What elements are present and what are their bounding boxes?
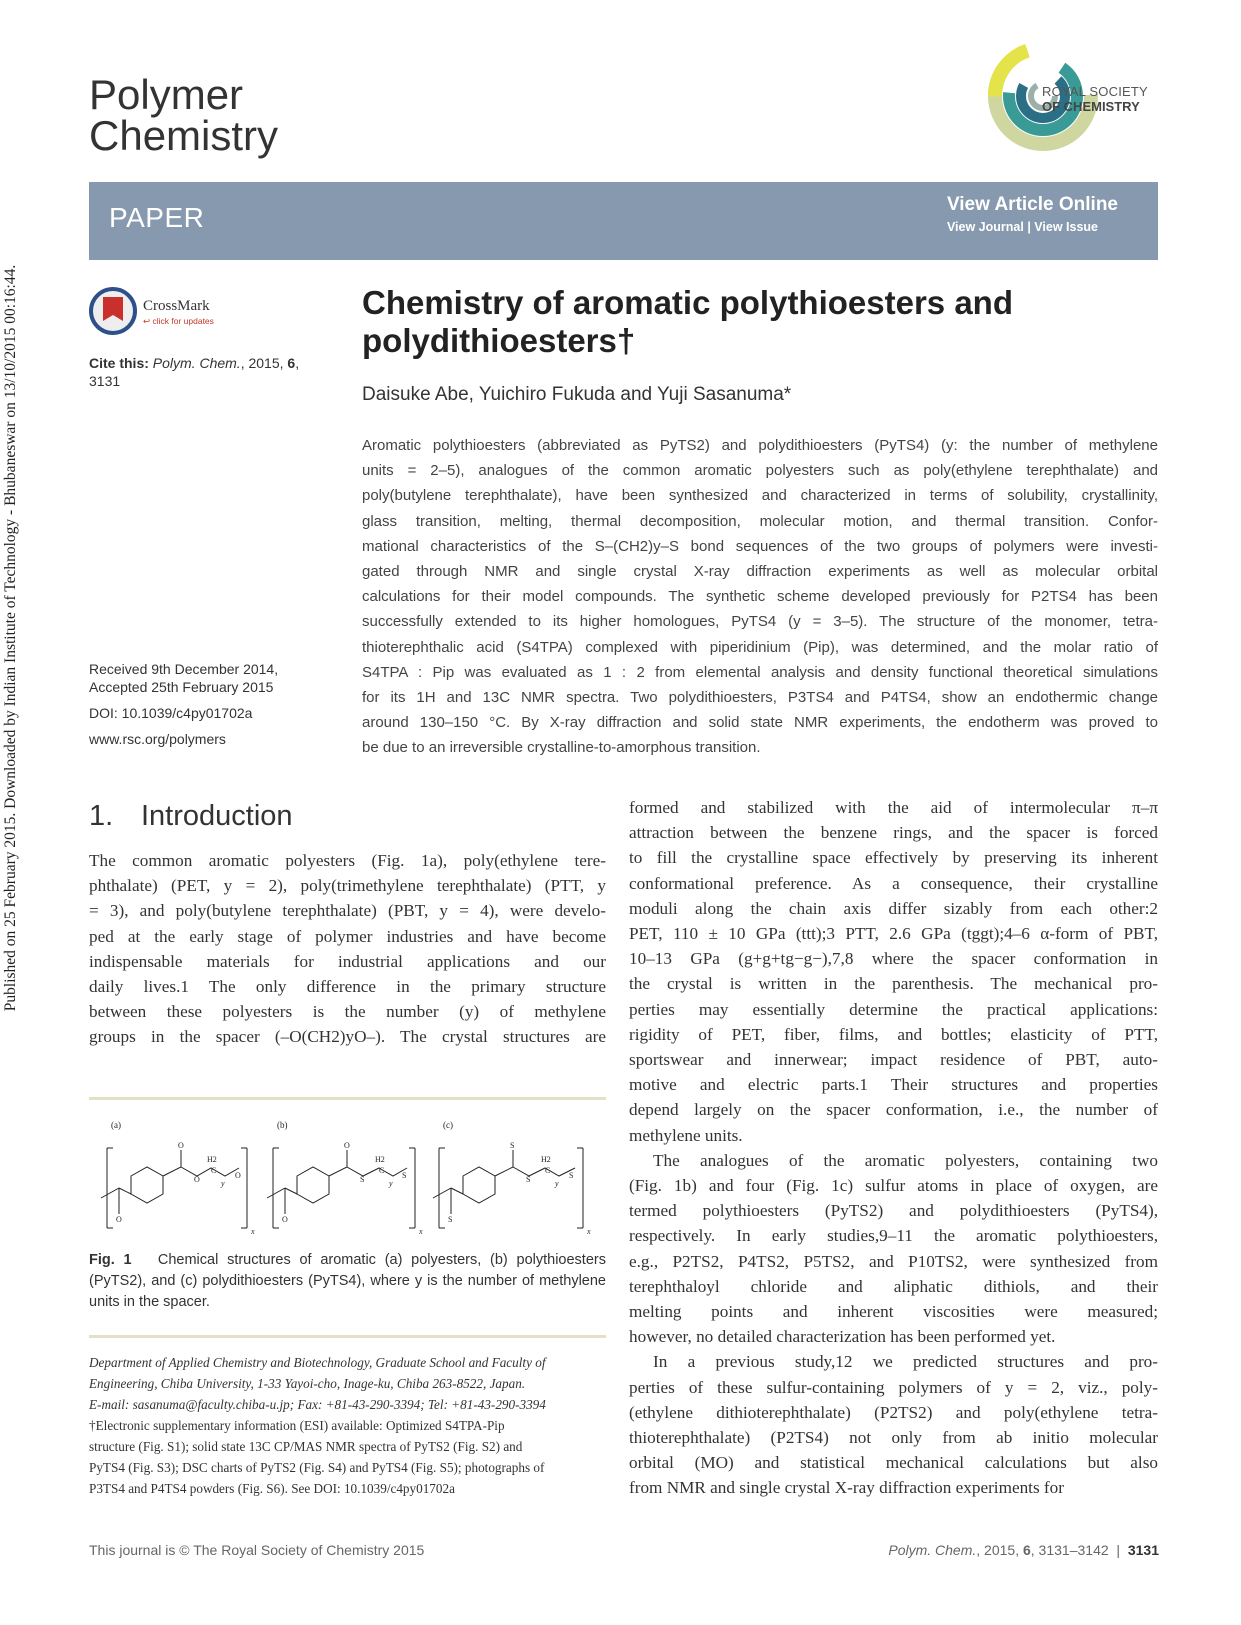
journal-url[interactable]: www.rsc.org/polymers xyxy=(89,731,226,747)
subscript-y-a: y xyxy=(221,1179,225,1188)
esi-line: P3TS4 and P4TS4 powders (Fig. S6). See DOI: 10.1039/c4py01702a xyxy=(89,1481,455,1496)
abstract-line: around 130–150 °C. By X-ray diffraction and solid state NMR experiments, the endotherm was proved to xyxy=(362,714,1158,732)
abstract-line: Aromatic polythioesters (abbreviated as PyTS2) and polydithioesters (PyTS4) (y: the number of methylene xyxy=(362,437,1158,454)
crossmark-sublabel: ↩ click for updates xyxy=(143,316,214,326)
figure-1 xyxy=(89,1110,606,1238)
panel-label-c: (c) xyxy=(443,1120,453,1130)
footer-separator: | xyxy=(1116,1542,1121,1558)
body-line: e.g., P2TS2, P4TS2, P5TS2, and P10TS2, were synthesized from xyxy=(629,1251,1158,1271)
abstract xyxy=(362,433,1158,761)
atom-o-b2: O xyxy=(282,1215,288,1224)
abstract-line: successfully extended to its higher homologues, PyTS4 (y = 3–5). The structure of the monomer, tetra- xyxy=(362,613,1158,631)
section-number: 1. xyxy=(89,800,114,832)
subscript-x-b: x xyxy=(419,1227,423,1236)
body-line: formed and stabilized with the aid of intermolecular π–π xyxy=(629,798,1158,817)
abstract-line: be due to an irreversible crystalline-to-amorphous transition. xyxy=(362,739,761,757)
article-dates xyxy=(89,660,278,748)
body-line: perties may essentially determine the practical applications: xyxy=(629,999,1158,1019)
esi-line: structure (Fig. S1); solid state 13C CP/MAS NMR spectra of PyTS2 (Fig. S2) and xyxy=(89,1439,523,1454)
page-number: 3131 xyxy=(1127,1542,1159,1558)
view-journal-link[interactable]: View Journal xyxy=(946,220,1024,234)
article-type-label: PAPER xyxy=(109,202,205,233)
abstract-line: glass transition, melting, thermal decomposition, molecular motion, and thermal transition. Confor- xyxy=(362,512,1158,530)
crossmark-sublabel-text: click for updates xyxy=(152,316,214,326)
article-title-line2: polydithioesters† xyxy=(362,322,636,359)
section-heading xyxy=(89,800,293,833)
footer-copyright: This journal is © The Royal Society of Chemistry 2015 xyxy=(89,1542,425,1558)
citation xyxy=(89,354,319,390)
body-line: 10–13 GPa (g+g+tg−g−),7,8 where the spacer conformation in xyxy=(629,949,1158,969)
cite-volume: 6 xyxy=(287,355,296,371)
subscript-x-a: x xyxy=(251,1227,255,1236)
esi-line: PyTS4 (Fig. S3); DSC charts of PyTS2 (Fig. S4) and PyTS4 (Fig. S5); photographs of xyxy=(89,1460,545,1475)
body-line: sportswear and innerwear; impact residence of PBT, auto- xyxy=(629,1050,1158,1070)
body-line: from NMR and single crystal X-ray diffraction experiments for xyxy=(629,1478,1064,1498)
link-separator: | xyxy=(1027,220,1031,234)
figure-bottom-rule xyxy=(89,1335,606,1338)
body-line: (Fig. 1b) and four (Fig. 1c) sulfur atoms in place of oxygen, are xyxy=(629,1176,1158,1196)
figure-caption-label: Fig. 1 xyxy=(89,1252,132,1268)
chemical-structures-diagram xyxy=(89,1110,606,1238)
body-line: daily lives.1 The only difference in the primary structure xyxy=(89,977,606,997)
rsc-logo-line2: OF CHEMISTRY xyxy=(1042,99,1140,114)
abstract-line: poly(butylene terephthalate), have been synthesized and characterized in terms of solubility, crystallinity, xyxy=(362,487,1158,505)
cite-year: , 2015, xyxy=(240,355,288,371)
rsc-logo[interactable] xyxy=(988,40,1163,152)
body-line: PET, 110 ± 10 GPa (ttt);3 PTT, 2.6 GPa (tggt);4–6 α-form of PBT, xyxy=(629,924,1158,944)
body-line: moduli along the chain axis differ sizably from each other:2 xyxy=(629,898,1158,918)
body-line: however, no detailed characterization has been performed yet. xyxy=(629,1327,1056,1347)
atom-s-c3: S xyxy=(526,1175,531,1184)
body-line: between these polyesters is the number (y) of methylene xyxy=(89,1002,606,1022)
rsc-logo-line1: ROYAL SOCIETY xyxy=(1042,84,1148,99)
view-issue-link[interactable]: View Issue xyxy=(1034,220,1098,234)
subscript-y-b: y xyxy=(389,1179,393,1188)
author-list: Daisuke Abe, Yuichiro Fukuda and Yuji Sasanuma* xyxy=(362,384,792,405)
crossmark-label: CrossMark xyxy=(143,298,210,314)
atom-c-b: C xyxy=(379,1166,385,1175)
atom-o-a1: O xyxy=(178,1141,184,1150)
atom-s-c2: S xyxy=(448,1215,453,1224)
atom-h2-b: H2 xyxy=(375,1155,385,1164)
body-line: motive and electric parts.1 Their structures and properties xyxy=(629,1075,1158,1095)
doi[interactable]: DOI: 10.1039/c4py01702a xyxy=(89,705,253,721)
download-stamp: Published on 25 February 2015. Downloaded by Indian Institute of Technology - Bhubaneswar on 13/10/2015 00:16:44. xyxy=(2,264,19,1012)
body-line: depend largely on the spacer conformation, i.e., the number of xyxy=(629,1100,1158,1120)
article-title-line1: Chemistry of aromatic polythioesters and xyxy=(362,284,1013,321)
body-line: indispensable materials for industrial applications and our xyxy=(89,951,606,971)
affiliation-line: E-mail: sasanuma@faculty.chiba-u.jp; Fax: +81-43-290-3394; Tel: +81-43-290-3394 xyxy=(89,1397,546,1412)
atom-s-c1: S xyxy=(510,1141,515,1150)
cite-journal: Polym. Chem. xyxy=(152,355,241,371)
body-line: orbital (MO) and statistical mechanical calculations but also xyxy=(629,1453,1158,1473)
intro-left-column xyxy=(89,848,606,1050)
abstract-line: S4TPA : Pip was evaluated as 1 : 2 from elemental analysis and density functional theoretical simulations xyxy=(362,663,1158,681)
journal-title xyxy=(89,71,279,159)
subscript-x-c: x xyxy=(587,1227,591,1236)
atom-h2-c: H2 xyxy=(541,1155,551,1164)
abstract-line: units = 2–5), analogues of the common aromatic polyesters such as poly(ethylene terephthalate) and xyxy=(362,462,1158,480)
article-type-banner xyxy=(89,182,1158,260)
atom-c-c: C xyxy=(545,1166,551,1175)
footer-pages: , 3131–3142 xyxy=(1030,1542,1109,1558)
atom-o-a3: O xyxy=(194,1175,200,1184)
atom-h2-a: H2 xyxy=(207,1155,217,1164)
body-line: respectively. In early studies,9–11 the aromatic polythioesters, xyxy=(629,1226,1158,1246)
atom-s-c4: S xyxy=(569,1171,574,1180)
body-line: methylene units. xyxy=(629,1125,743,1145)
figure-caption xyxy=(89,1250,606,1313)
abstract-line: calculations for their model compounds. The synthetic scheme developed previously for P2TS4 has been xyxy=(362,588,1158,606)
journal-title-line1: Polymer xyxy=(89,71,244,118)
atom-s-b2: S xyxy=(402,1171,407,1180)
body-line: = 3), and poly(butylene terephthalate) (PBT, y = 4), were develo- xyxy=(89,901,606,921)
body-line: rigidity of PET, fiber, films, and bottles; elasticity of PTT, xyxy=(629,1024,1158,1044)
atom-s-b1: S xyxy=(360,1175,365,1184)
affiliation-line: Engineering, Chiba University, 1-33 Yayoi-cho, Inage-ku, Chiba 263-8522, Japan. xyxy=(89,1376,526,1391)
body-line: perties of these sulfur-containing polymers of y = 2, viz., poly- xyxy=(629,1377,1158,1397)
abstract-line: thioterephthalic acid (S4TPA) complexed with piperidinium (Pip), was determined, and the molar ratio of xyxy=(362,638,1158,656)
body-line: ped at the early stage of polymer industries and have become xyxy=(89,926,606,946)
footer-journal: Polym. Chem. xyxy=(888,1542,977,1558)
body-line: melting points and inherent viscosities were measured; xyxy=(629,1302,1158,1322)
article-title xyxy=(362,284,1142,360)
body-line: the crystal is written in the parenthesis. The mechanical pro- xyxy=(629,974,1158,994)
received-date: Received 9th December 2014, xyxy=(89,661,279,677)
accepted-date: Accepted 25th February 2015 xyxy=(89,679,274,695)
panel-label-a: (a) xyxy=(111,1120,121,1130)
abstract-line: gated through NMR and single crystal X-ray diffraction experiments as well as molecular orbital xyxy=(362,563,1158,581)
view-article-online-link[interactable]: View Article Online xyxy=(946,194,1118,215)
affiliation-line: Department of Applied Chemistry and Biotechnology, Graduate School and Faculty of xyxy=(89,1355,546,1370)
body-line: The analogues of the aromatic polyesters, containing two xyxy=(653,1150,1158,1170)
atom-o-a4: O xyxy=(235,1171,241,1180)
body-line: conformational preference. As a consequence, their crystalline xyxy=(629,873,1158,893)
atom-o-b1: O xyxy=(344,1141,350,1150)
intro-right-column xyxy=(629,795,1158,1501)
journal-title-line2: Chemistry xyxy=(89,112,279,159)
panel-label-b: (b) xyxy=(277,1120,288,1130)
body-line: In a previous study,12 we predicted structures and pro- xyxy=(653,1352,1158,1372)
footnotes xyxy=(89,1352,606,1499)
footer-year: , 2015, xyxy=(976,1542,1023,1558)
section-title: Introduction xyxy=(141,800,293,832)
esi-line: †Electronic supplementary information (ESI) available: Optimized S4TPA-Pip xyxy=(89,1418,505,1433)
abstract-line: mational characteristics of the S–(CH2)y–S bond sequences of the two groups of polymers were investi- xyxy=(362,537,1158,555)
body-line: thioterephthalate) (P2TS4) not only from ab initio molecular xyxy=(629,1428,1158,1448)
crossmark-badge[interactable] xyxy=(89,287,229,339)
cite-page: , 3131 xyxy=(89,355,300,389)
cite-prefix: Cite this: xyxy=(89,355,149,371)
body-line: (ethylene dithioterephthalate) (P2TS2) and poly(ethylene tetra- xyxy=(629,1402,1158,1422)
subscript-y-c: y xyxy=(555,1179,559,1188)
body-line: The common aromatic polyesters (Fig. 1a), poly(ethylene tere- xyxy=(89,851,606,870)
atom-o-a2: O xyxy=(116,1215,122,1224)
atom-c-a: C xyxy=(211,1166,217,1175)
footer-citation xyxy=(888,1542,1159,1558)
figure-caption-text: Chemical structures of aromatic (a) polyesters, (b) polythioesters (PyTS2), and (c) polydithioesters (PyTS4), where y is the number of methylene units in the spacer. xyxy=(89,1252,606,1310)
abstract-line: for its 1H and 13C NMR spectra. Two polydithioesters, P3TS4 and P4TS4, show an endothermic change xyxy=(362,689,1158,707)
body-line: termed polythioesters (PyTS2) and polydithioesters (PyTS4), xyxy=(629,1201,1158,1221)
body-line: terephthaloyl chloride and aliphatic dithiols, and their xyxy=(629,1276,1158,1296)
body-line: groups in the spacer (–O(CH2)yO–). The crystal structures are xyxy=(89,1027,606,1047)
figure-top-rule xyxy=(89,1097,606,1100)
body-line: attraction between the benzene rings, and the spacer is forced xyxy=(629,823,1158,843)
body-line: to fill the crystalline space effectively by preserving its inherent xyxy=(629,848,1158,868)
crossmark-icon xyxy=(89,287,137,335)
body-line: phthalate) (PET, y = 2), poly(trimethylene terephthalate) (PTT, y xyxy=(89,876,606,896)
footer-volume: 6 xyxy=(1022,1542,1031,1558)
